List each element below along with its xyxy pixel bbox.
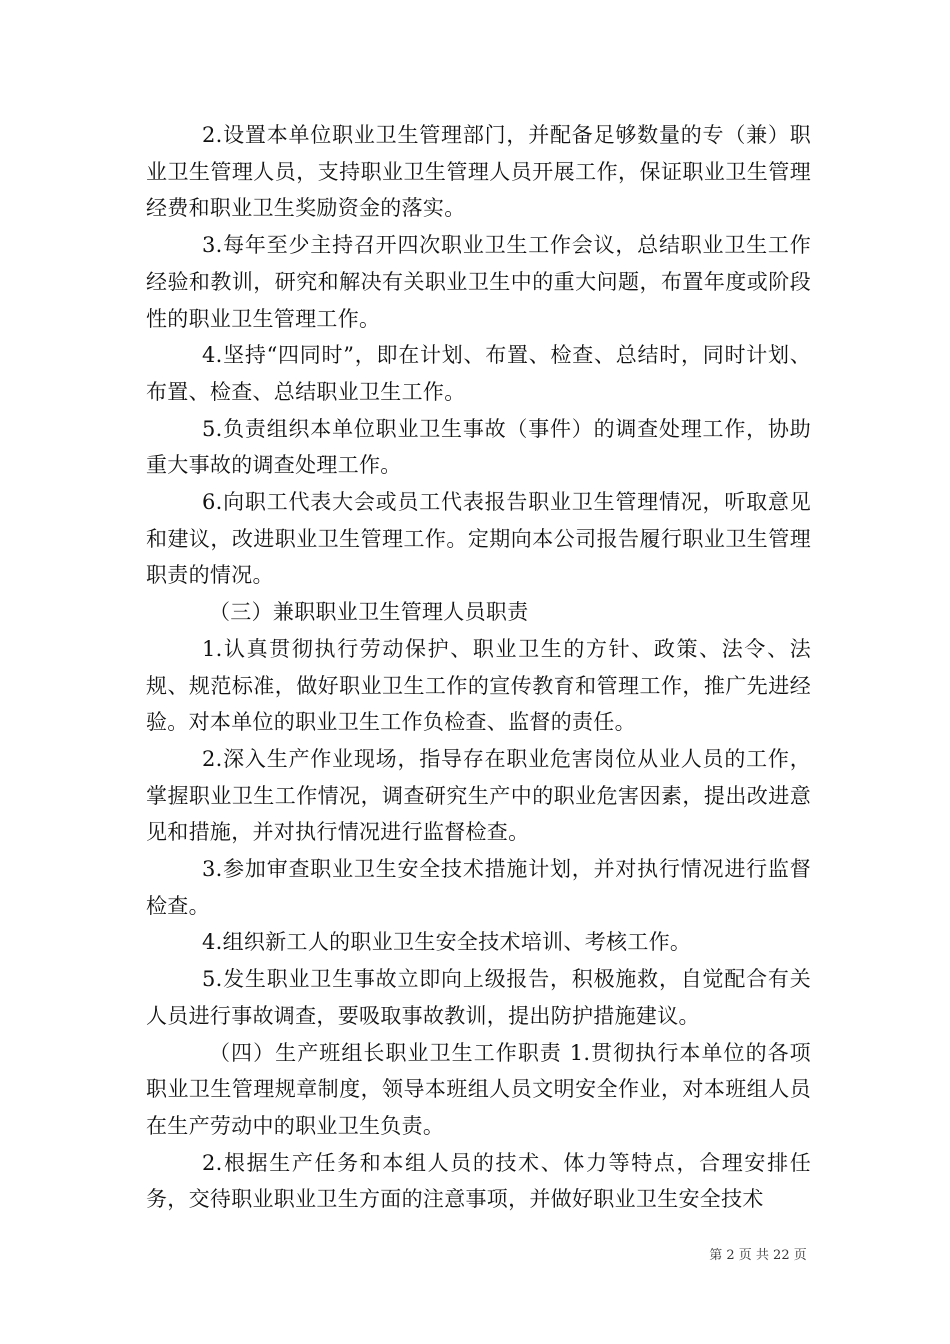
paragraph-item-2c: 2.根据生产任务和本组人员的技术、体力等特点，合理安排任务，交待职业职业卫生方面的注意事项，并做好职业卫生安全技术: [146, 1150, 811, 1212]
paragraph-item-4: 4.坚持“四同时”，即在计划、布置、检查、总结时，同时计划、布置、检查、总结职业卫生工作。: [146, 343, 811, 404]
paragraph-item-6: 6.向职工代表大会或员工代表报告职业卫生管理情况，听取意见和建议，改进职业卫生管理工作。定期向本公司报告履行职业卫生管理职责的情况。: [146, 490, 811, 588]
page-footer: [0, 1244, 950, 1263]
paragraph-item-5: 5.负责组织本单位职业卫生事故（事件）的调查处理工作，协助重大事故的调查处理工作。: [146, 416, 811, 478]
section-heading-4: （四）生产班组长职业卫生工作职责 1.贯彻执行本单位的各项职业卫生管理规章制度，领导本班组人员文明安全作业，对本班组人员在生产劳动中的职业卫生负责。: [146, 1040, 811, 1138]
paragraph-item-2b: 2.深入生产作业现场，指导存在职业危害岗位从业人员的工作，掌握职业卫生工作情况，调查研究生产中的职业危害因素，提出改进意见和措施，并对执行情况进行监督检查。: [146, 746, 811, 845]
document-body: [146, 117, 811, 1218]
paragraph-item-5b: 5.发生职业卫生事故立即向上级报告，积极施救，自觉配合有关人员进行事故调查，要吸取事故教训，提出防护措施建议。: [146, 967, 811, 1028]
paragraph-item-1: 1.认真贯彻执行劳动保护、职业卫生的方针、政策、法令、法规、规范标准，做好职业卫生工作的宣传教育和管理工作，推广先进经验。对本单位的职业卫生工作负检查、监督的责任。: [146, 636, 811, 735]
paragraph-item-3: 3.每年至少主持召开四次职业卫生工作会议，总结职业卫生工作经验和教训，研究和解决有关职业卫生中的重大问题，布置年度或阶段性的职业卫生管理工作。: [146, 233, 811, 331]
paragraph-item-2: 2.设置本单位职业卫生管理部门，并配备足够数量的专（兼）职业卫生管理人员，支持职业卫生管理人员开展工作，保证职业卫生管理经费和职业卫生奖励资金的落实。: [146, 123, 811, 221]
paragraph-item-3b: 3.参加审查职业卫生安全技术措施计划，并对执行情况进行监督检查。: [146, 857, 811, 918]
page-number-label: 第 2 页 共 22 页: [709, 1248, 807, 1263]
paragraph-item-4b: 4.组织新工人的职业卫生安全技术培训、考核工作。: [202, 930, 692, 955]
section-heading-3: （三）兼职职业卫生管理人员职责: [209, 600, 529, 625]
